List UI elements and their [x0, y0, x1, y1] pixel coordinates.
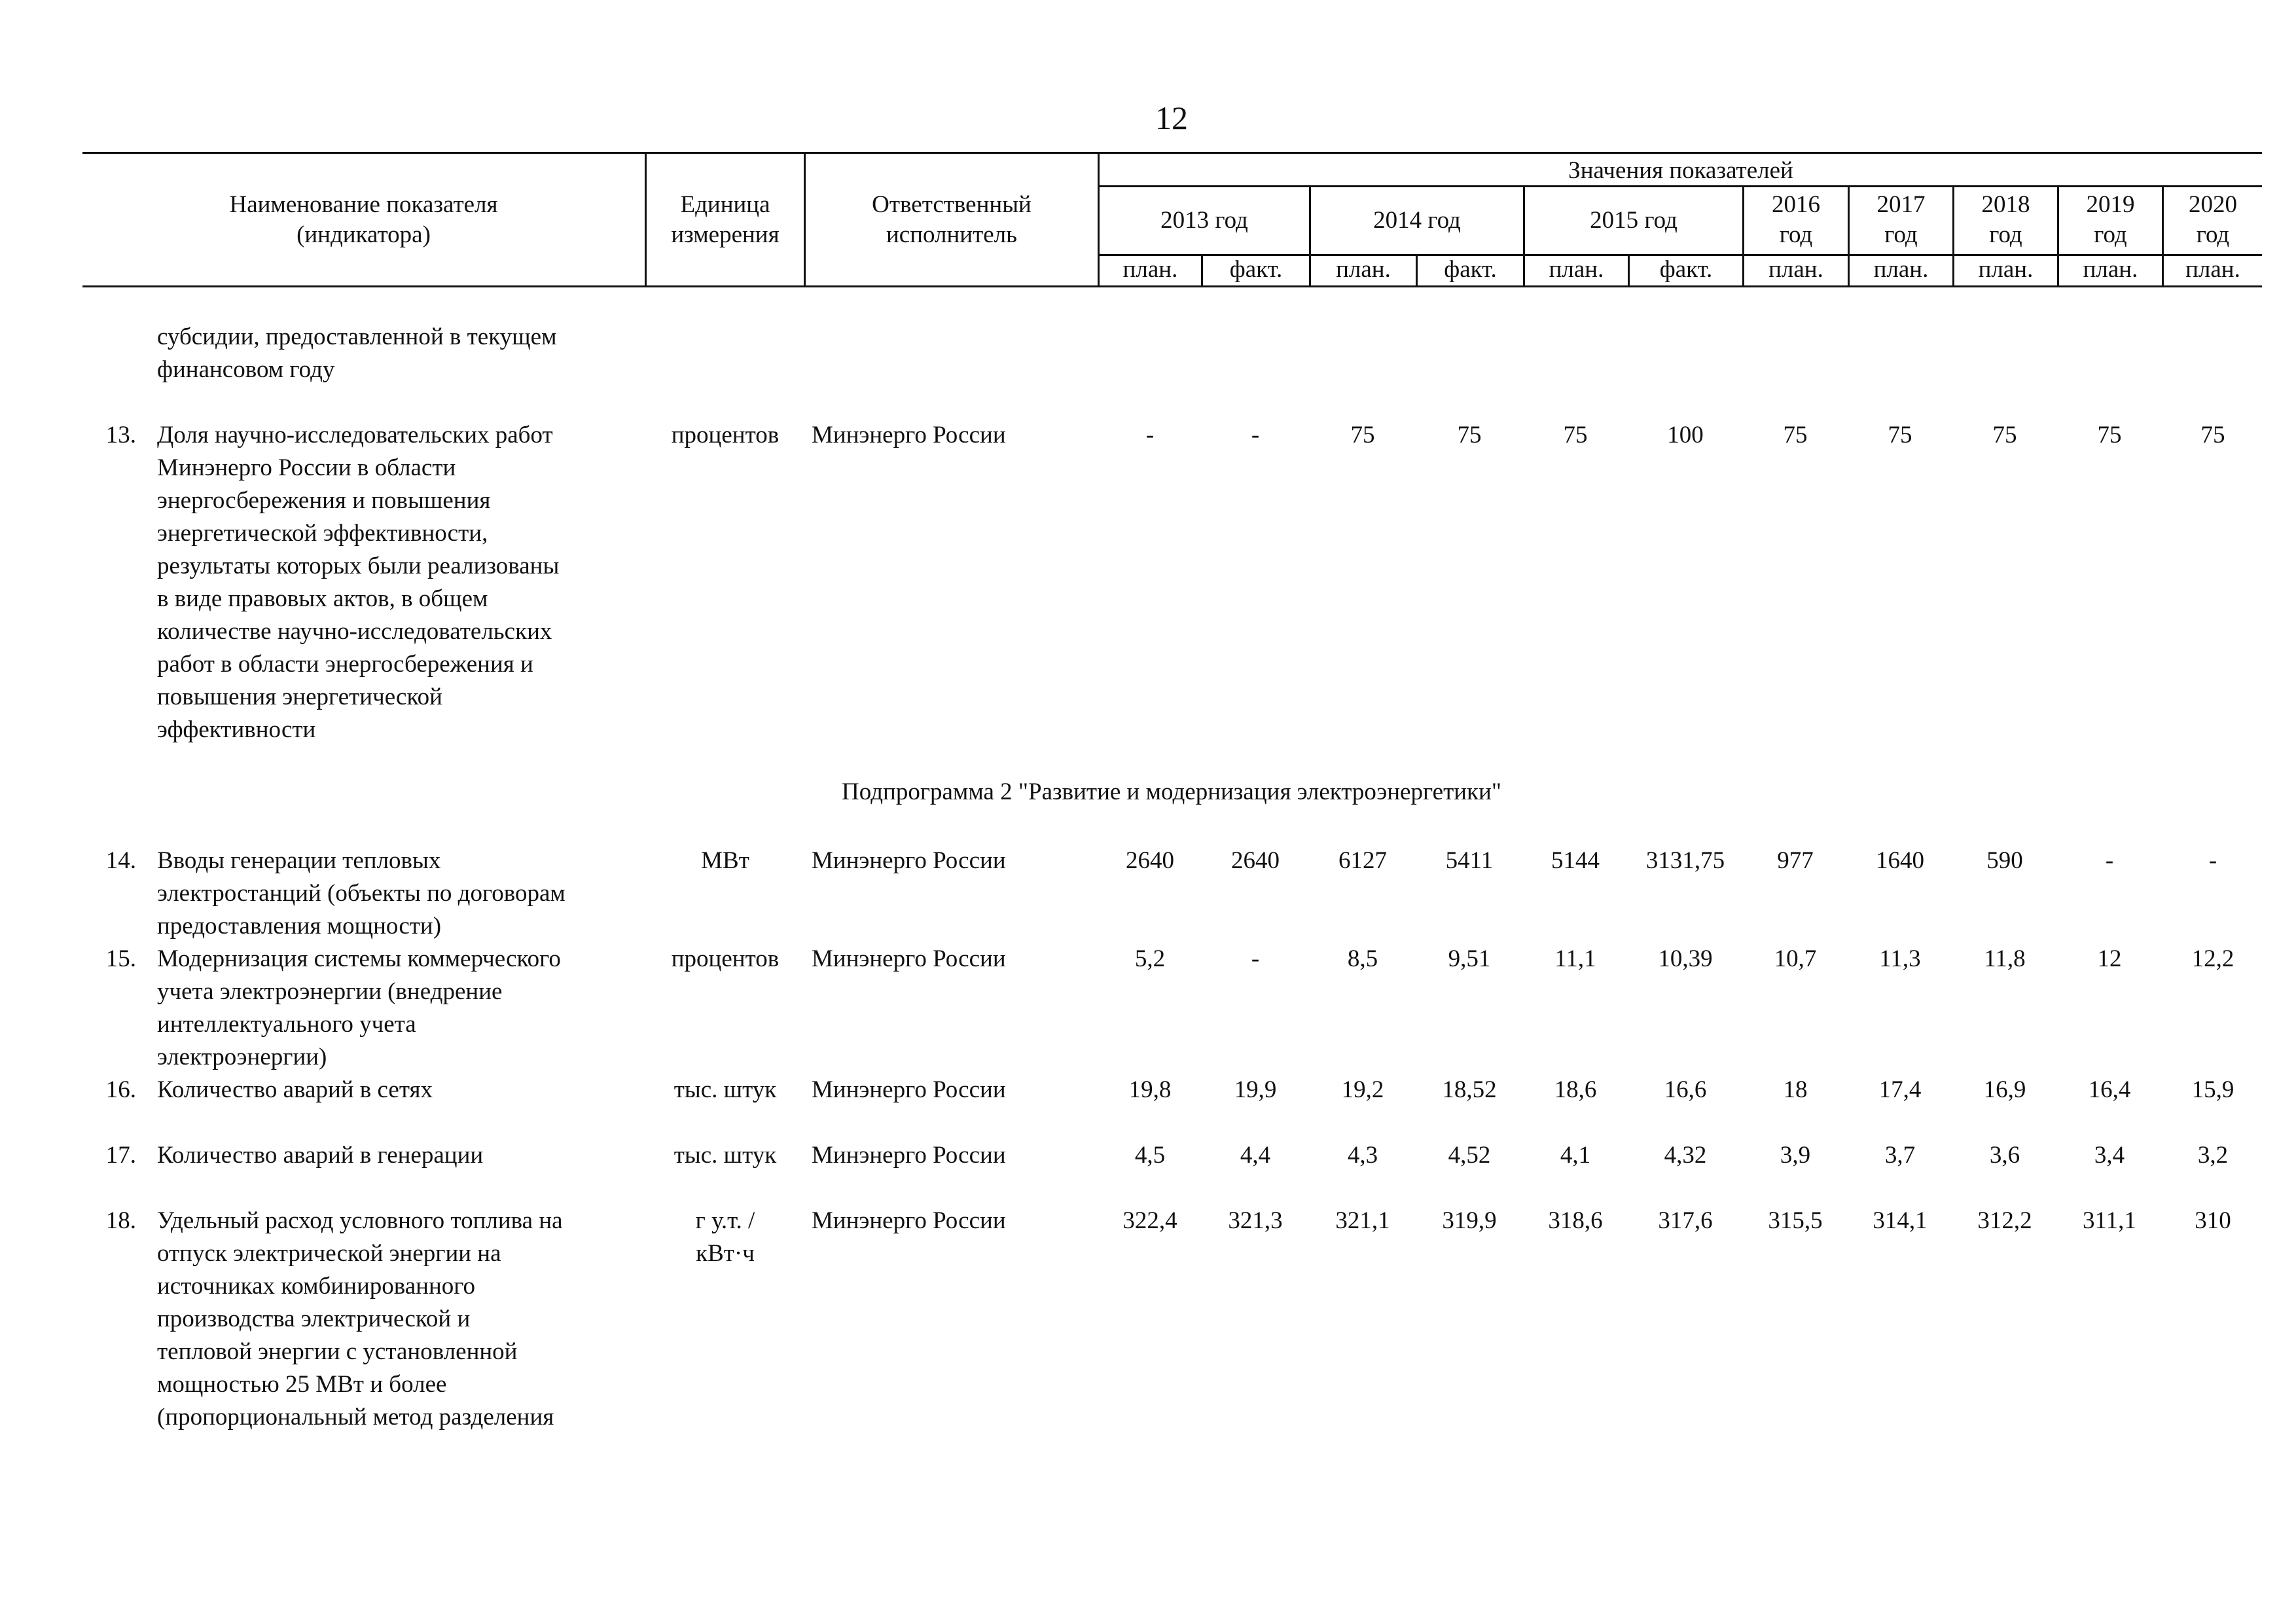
value-cell: 2640 [1126, 847, 1174, 874]
header-year-2014: 2014 год [1373, 207, 1461, 234]
row-number: 13. [105, 422, 136, 448]
indicator-name-line: интеллектуального учета [157, 1011, 416, 1038]
indicator-name-line: Доля научно-исследовательских работ [157, 422, 553, 448]
value-cell: 5,2 [1134, 945, 1166, 972]
value-cell: - [2208, 847, 2217, 874]
responsible-cell: Минэнерго России [812, 1207, 1006, 1234]
value-cell: 16,4 [2088, 1076, 2131, 1103]
value-cell: 16,6 [1664, 1076, 1707, 1103]
value-cell: 5411 [1445, 847, 1494, 874]
value-cell: 4,32 [1664, 1142, 1707, 1169]
responsible-cell: Минэнерго России [812, 945, 1006, 972]
value-cell: 3131,75 [1645, 847, 1725, 874]
indicator-name-line: Вводы генерации тепловых [157, 847, 441, 874]
row-number: 16. [105, 1076, 136, 1103]
value-cell: 4,3 [1347, 1142, 1378, 1169]
indicator-name-line: предоставления мощности) [157, 913, 442, 939]
value-cell: 590 [1986, 847, 2023, 874]
unit-cell: тыс. штук [673, 1076, 777, 1103]
header-year-number: 2020 [2189, 191, 2237, 218]
value-cell: 977 [1777, 847, 1814, 874]
value-cell: 2640 [1231, 847, 1280, 874]
indicator-name-line: Удельный расход условного топлива на [157, 1207, 563, 1234]
header-responsible-line: Ответственный [872, 191, 1031, 218]
value-cell: 321,3 [1228, 1207, 1283, 1234]
value-cell: 4,1 [1560, 1142, 1591, 1169]
value-cell: 75 [1350, 422, 1375, 448]
header-top-rule [82, 152, 2262, 154]
header-name-line: (индикатора) [296, 221, 431, 248]
indicator-name-line: тепловой энергии с установленной [157, 1338, 518, 1365]
value-cell: 315,5 [1768, 1207, 1823, 1234]
responsible-cell: Минэнерго России [812, 847, 1006, 874]
value-cell: 314,1 [1873, 1207, 1928, 1234]
indicator-name-line: электростанций (объекты по договорам [157, 880, 565, 907]
value-cell: - [1145, 422, 1155, 448]
value-cell: 75 [2097, 422, 2122, 448]
indicator-name-line: повышения энергетической [157, 684, 442, 710]
value-cell: 75 [1888, 422, 1912, 448]
value-cell: 319,9 [1442, 1207, 1497, 1234]
value-cell: 8,5 [1347, 945, 1378, 972]
value-cell: 3,2 [2197, 1142, 2229, 1169]
indicator-name-line: Количество аварий в сетях [157, 1076, 433, 1103]
value-cell: 3,4 [2094, 1142, 2125, 1169]
indicator-name-line: Минэнерго России в области [157, 454, 456, 481]
value-cell: 3,6 [1989, 1142, 2020, 1169]
value-cell: 75 [1783, 422, 1808, 448]
responsible-cell: Минэнерго России [812, 1076, 1006, 1103]
unit-cell: МВт [701, 847, 749, 874]
indicator-name-line: Модернизация системы коммерческого [157, 945, 561, 972]
indicator-name-line: (пропорциональный метод разделения [157, 1404, 554, 1431]
indicator-name-line: работ в области энергосбережения и [157, 651, 533, 678]
value-cell: 18,6 [1554, 1076, 1597, 1103]
value-cell: 19,2 [1341, 1076, 1384, 1103]
value-cell: 10,39 [1658, 945, 1713, 972]
value-cell: 19,8 [1128, 1076, 1172, 1103]
value-cell: 317,6 [1658, 1207, 1713, 1234]
header-sub-2014-plan: план. [1336, 256, 1391, 283]
value-cell: 17,4 [1878, 1076, 1922, 1103]
header-year-suffix: год [2094, 221, 2127, 248]
header-name [82, 190, 645, 250]
header-year-suffix: год [2196, 221, 2230, 248]
header-year-2020 [2164, 190, 2262, 250]
indicator-name [157, 943, 635, 1074]
value-cell: 10,7 [1774, 945, 1817, 972]
row-number: 15. [105, 945, 136, 972]
row-number: 14. [105, 847, 136, 874]
header-sub-2015-fact: факт. [1659, 256, 1713, 283]
indicator-name [157, 1074, 635, 1106]
header-responsible [806, 190, 1098, 250]
indicator-name-line: учета электроэнергии (внедрение [157, 978, 503, 1005]
header-year-number: 2016 [1772, 191, 1820, 218]
value-cell: 3,9 [1780, 1142, 1811, 1169]
row-number: 18. [105, 1207, 136, 1234]
header-unit [647, 190, 804, 250]
row-number: 17. [105, 1142, 136, 1169]
unit-cell: процентов [671, 945, 780, 972]
value-cell: 4,4 [1240, 1142, 1271, 1169]
header-sub-2014-fact: факт. [1444, 256, 1497, 283]
unit-cell: г у.т. / [695, 1207, 755, 1234]
indicator-name-line: энергетической эффективности, [157, 520, 488, 547]
value-cell: 11,3 [1879, 945, 1921, 972]
value-cell: 310 [2195, 1207, 2231, 1234]
value-cell: 4,5 [1134, 1142, 1166, 1169]
indicator-name-line: производства электрической и [157, 1305, 471, 1332]
value-cell: 18 [1783, 1076, 1808, 1103]
header-year-suffix: год [1989, 221, 2022, 248]
header-sub-2019-plan: план. [2083, 256, 2138, 283]
header-year-2018 [1954, 190, 2057, 250]
responsible-cell: Минэнерго России [812, 1142, 1006, 1169]
value-cell: 75 [1992, 422, 2017, 448]
text-line: финансовом году [157, 356, 335, 383]
header-sub-2017-plan: план. [1873, 256, 1929, 283]
header-year-2013: 2013 год [1160, 207, 1248, 234]
header-sub-2015-plan: план. [1549, 256, 1604, 283]
value-cell: 12 [2097, 945, 2122, 972]
indicator-name [157, 845, 635, 943]
header-year-2015: 2015 год [1590, 207, 1677, 234]
indicator-name-line: в виде правовых актов, в общем [157, 585, 488, 612]
value-cell: 318,6 [1548, 1207, 1603, 1234]
indicator-name-line: энергосбережения и повышения [157, 487, 491, 514]
indicator-name-line: отпуск электрической энергии на [157, 1240, 501, 1267]
value-cell: 18,52 [1442, 1076, 1497, 1103]
indicator-name-line: эффективности [157, 716, 316, 743]
value-cell: 15,9 [2191, 1076, 2234, 1103]
header-sub-2018-plan: план. [1978, 256, 2034, 283]
value-cell: 75 [1563, 422, 1588, 448]
value-cell: 100 [1667, 422, 1704, 448]
value-cell: 322,4 [1122, 1207, 1177, 1234]
page-number: 12 [1155, 100, 1188, 136]
header-unit-line: Единица [680, 191, 770, 218]
header-sub-2016-plan: план. [1768, 256, 1823, 283]
text-line: субсидии, предоставленной в текущем [157, 323, 557, 350]
continuation-text [157, 321, 635, 386]
indicator-name-line: результаты которых были реализованы [157, 553, 560, 579]
header-sub-2013-fact: факт. [1229, 256, 1283, 283]
indicator-name-line: Количество аварий в генерации [157, 1142, 484, 1169]
value-cell: 311,1 [2083, 1207, 2136, 1234]
value-cell: 9,51 [1448, 945, 1491, 972]
value-cell: 4,52 [1448, 1142, 1491, 1169]
indicator-name-line: источниках комбинированного [157, 1273, 476, 1300]
value-cell: 75 [2200, 422, 2225, 448]
value-cell: 16,9 [1983, 1076, 2026, 1103]
indicator-name [157, 419, 635, 746]
value-cell: 3,7 [1884, 1142, 1916, 1169]
indicator-name [157, 1139, 635, 1172]
indicator-name-line: мощностью 25 МВт и более [157, 1371, 447, 1398]
header-year-2017 [1850, 190, 1952, 250]
header-year-number: 2017 [1876, 191, 1926, 218]
header-sub-2020-plan: план. [2185, 256, 2240, 283]
header-values-title: Значения показателей [1568, 157, 1793, 184]
unit-cell: процентов [671, 422, 780, 448]
header-sub-2013-plan: план. [1122, 256, 1178, 283]
unit-cell: тыс. штук [673, 1142, 777, 1169]
value-cell: - [1251, 422, 1260, 448]
header-year-suffix: год [1779, 221, 1813, 248]
unit-cell: кВт·ч [696, 1240, 755, 1267]
value-cell: 6127 [1338, 847, 1387, 874]
value-cell: 321,1 [1335, 1207, 1390, 1234]
header-year-number: 2019 [2086, 191, 2135, 218]
header-bottom-rule [82, 285, 2262, 287]
value-cell: 12,2 [2191, 945, 2234, 972]
header-year-number: 2018 [1981, 191, 2030, 218]
value-cell: - [2105, 847, 2114, 874]
header-name-line: Наименование показателя [229, 191, 498, 218]
section-title: Подпрограмма 2 "Развитие и модернизация электроэнергетики" [842, 778, 1501, 805]
indicator-name [157, 1205, 635, 1434]
header-year-2016 [1744, 190, 1848, 250]
value-cell: 19,9 [1234, 1076, 1277, 1103]
responsible-cell: Минэнерго России [812, 422, 1006, 448]
header-unit-line: измерения [671, 221, 780, 248]
value-cell: - [1251, 945, 1260, 972]
value-cell: 11,1 [1554, 945, 1596, 972]
value-cell: 312,2 [1977, 1207, 2032, 1234]
value-cell: 75 [1457, 422, 1482, 448]
header-year-2019 [2059, 190, 2162, 250]
indicator-name-line: электроэнергии) [157, 1044, 327, 1070]
value-cell: 1640 [1876, 847, 1924, 874]
indicator-name-line: количестве научно-исследовательских [157, 618, 552, 645]
header-year-suffix: год [1884, 221, 1918, 248]
value-cell: 5144 [1551, 847, 1600, 874]
value-cell: 11,8 [1984, 945, 2026, 972]
header-responsible-line: исполнитель [886, 221, 1018, 248]
